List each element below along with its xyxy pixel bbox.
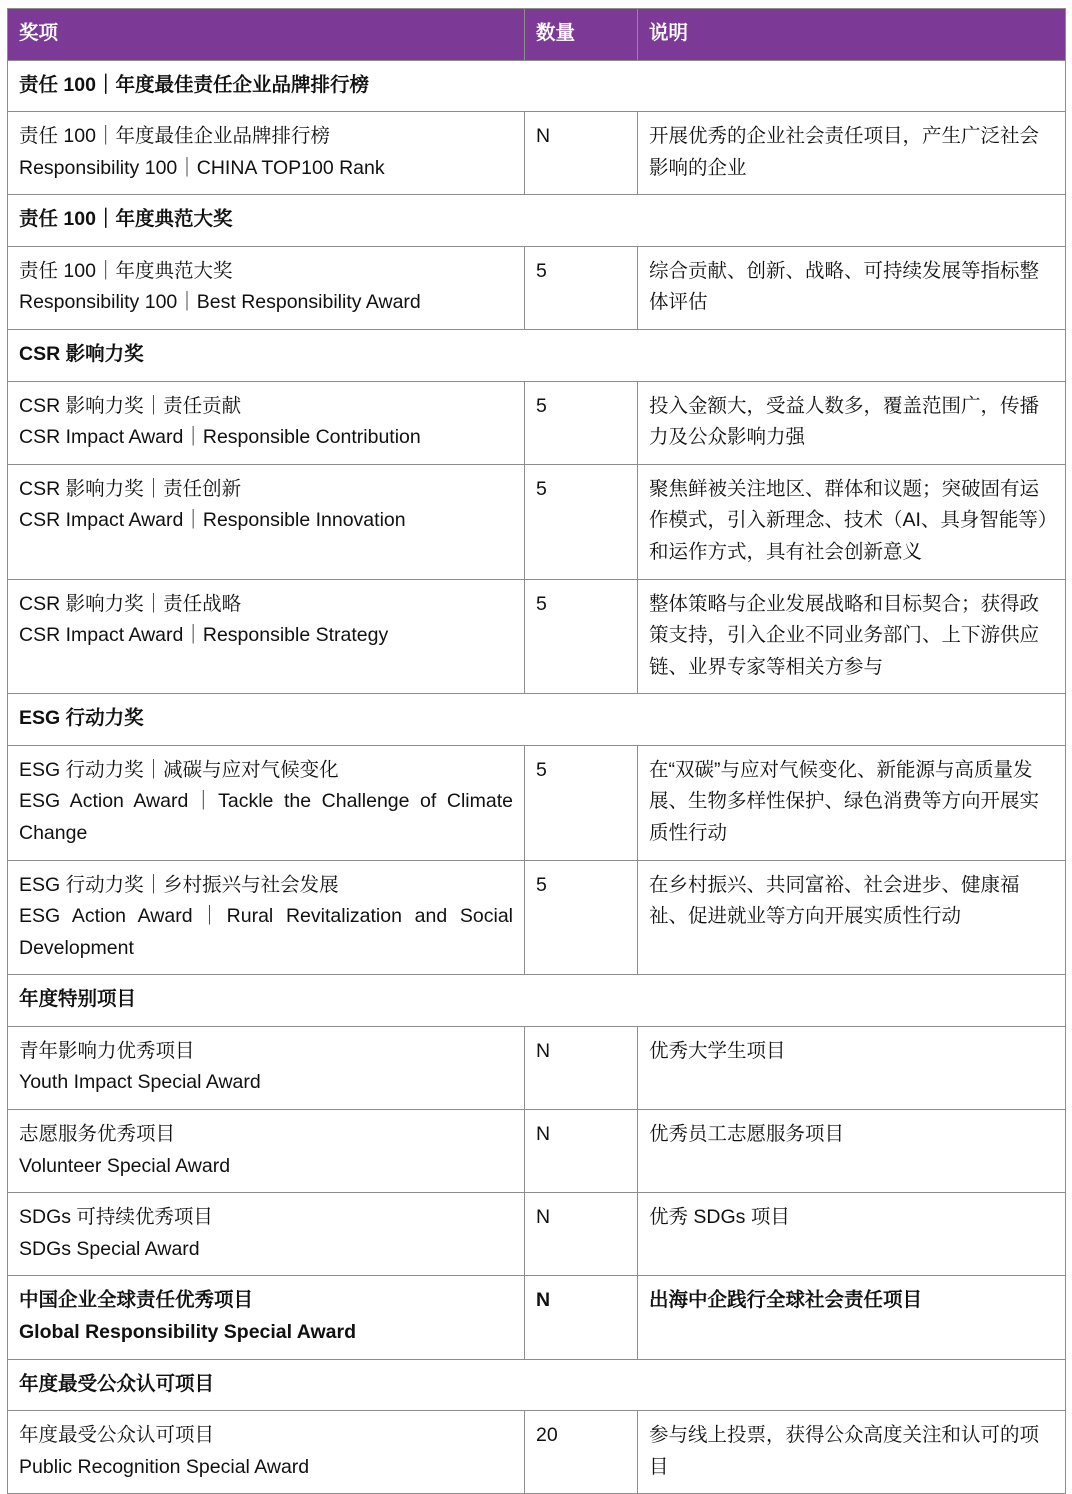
section-title: 年度特别项目 bbox=[8, 975, 1066, 1027]
description-cell: 优秀员工志愿服务项目 bbox=[638, 1110, 1066, 1193]
quantity-cell: N bbox=[525, 1110, 638, 1193]
description-cell: 优秀大学生项目 bbox=[638, 1026, 1066, 1109]
award-name-en: ESG Action Award｜Rural Revitalization and Social Development bbox=[19, 905, 513, 959]
award-name-en: CSR Impact Award｜Responsible Innovation bbox=[19, 509, 406, 532]
award-name-cell bbox=[8, 112, 525, 195]
table-row bbox=[8, 1110, 1066, 1193]
award-name-cell bbox=[8, 745, 525, 860]
award-name-en: Global Responsibility Special Award bbox=[19, 1320, 357, 1343]
column-header-description: 说明 bbox=[638, 9, 1066, 61]
award-name-cell bbox=[8, 464, 525, 579]
table-row bbox=[8, 1411, 1066, 1494]
table-row bbox=[8, 1276, 1066, 1359]
table-section-row bbox=[8, 330, 1066, 382]
award-name-cn: ESG 行动力奖｜乡村振兴与社会发展 bbox=[19, 873, 339, 896]
quantity-cell: 5 bbox=[525, 381, 638, 464]
table-row bbox=[8, 112, 1066, 195]
award-name-cell bbox=[8, 381, 525, 464]
table-row bbox=[8, 579, 1066, 694]
column-header-award: 奖项 bbox=[8, 9, 525, 61]
table-section-row bbox=[8, 1359, 1066, 1411]
table-section-row bbox=[8, 60, 1066, 112]
table-row bbox=[8, 464, 1066, 579]
table-section-row bbox=[8, 195, 1066, 247]
award-name-en: CSR Impact Award｜Responsible Strategy bbox=[19, 624, 389, 647]
quantity-cell: 20 bbox=[525, 1411, 638, 1494]
quantity-cell: 5 bbox=[525, 464, 638, 579]
quantity-cell: 5 bbox=[525, 860, 638, 975]
quantity-cell: 5 bbox=[525, 246, 638, 329]
table-row bbox=[8, 860, 1066, 975]
description-cell: 在乡村振兴、共同富裕、社会进步、健康福祉、促进就业等方向开展实质性行动 bbox=[638, 860, 1066, 975]
column-header-quantity: 数量 bbox=[525, 9, 638, 61]
description-cell: 参与线上投票，获得公众高度关注和认可的项目 bbox=[638, 1411, 1066, 1494]
award-name-cell bbox=[8, 1193, 525, 1276]
award-name-cell bbox=[8, 579, 525, 694]
quantity-cell: 5 bbox=[525, 579, 638, 694]
award-name-cn: 志愿服务优秀项目 bbox=[19, 1123, 176, 1146]
award-name-cn: 年度最受公众认可项目 bbox=[19, 1424, 215, 1447]
award-name-en: Responsibility 100｜CHINA TOP100 Rank bbox=[19, 156, 385, 179]
table-body bbox=[8, 60, 1066, 1494]
table-row bbox=[8, 246, 1066, 329]
award-name-en: CSR Impact Award｜Responsible Contribution bbox=[19, 426, 421, 449]
table-row bbox=[8, 745, 1066, 860]
award-name-cell bbox=[8, 1411, 525, 1494]
award-name-cell bbox=[8, 1276, 525, 1359]
table-section-row bbox=[8, 694, 1066, 746]
description-cell: 综合贡献、创新、战略、可持续发展等指标整体评估 bbox=[638, 246, 1066, 329]
award-name-en: Responsibility 100｜Best Responsibility Award bbox=[19, 291, 421, 314]
description-cell: 在“双碳”与应对气候变化、新能源与高质量发展、生物多样性保护、绿色消费等方向开展实质性行动 bbox=[638, 745, 1066, 860]
award-name-cn: SDGs 可持续优秀项目 bbox=[19, 1206, 213, 1229]
table-row bbox=[8, 1193, 1066, 1276]
award-name-en: ESG Action Award｜Tackle the Challenge of Climate Change bbox=[19, 790, 513, 844]
award-name-cell bbox=[8, 1110, 525, 1193]
table-row bbox=[8, 1026, 1066, 1109]
description-cell: 优秀 SDGs 项目 bbox=[638, 1193, 1066, 1276]
description-cell: 聚焦鲜被关注地区、群体和议题；突破固有运作模式，引入新理念、技术（AI、具身智能等）和运作方式，具有社会创新意义 bbox=[638, 464, 1066, 579]
award-name-en: Youth Impact Special Award bbox=[19, 1071, 261, 1094]
award-name-cell bbox=[8, 860, 525, 975]
award-name-cn: ESG 行动力奖｜减碳与应对气候变化 bbox=[19, 758, 339, 781]
award-name-cn: CSR 影响力奖｜责任创新 bbox=[19, 477, 242, 500]
table-header-row bbox=[8, 9, 1066, 61]
award-name-cell bbox=[8, 1026, 525, 1109]
section-title: 责任 100｜年度典范大奖 bbox=[8, 195, 1066, 247]
section-title: CSR 影响力奖 bbox=[8, 330, 1066, 382]
description-cell: 出海中企践行全球社会责任项目 bbox=[638, 1276, 1066, 1359]
table-section-row bbox=[8, 975, 1066, 1027]
award-name-cn: 中国企业全球责任优秀项目 bbox=[19, 1289, 254, 1312]
description-cell: 开展优秀的企业社会责任项目，产生广泛社会影响的企业 bbox=[638, 112, 1066, 195]
quantity-cell: N bbox=[525, 1193, 638, 1276]
description-cell: 整体策略与企业发展战略和目标契合；获得政策支持，引入企业不同业务部门、上下游供应链、业界专家等相关方参与 bbox=[638, 579, 1066, 694]
award-name-cell bbox=[8, 246, 525, 329]
table-row bbox=[8, 381, 1066, 464]
quantity-cell: 5 bbox=[525, 745, 638, 860]
award-name-cn: 责任 100｜年度最佳企业品牌排行榜 bbox=[19, 125, 330, 148]
award-name-en: SDGs Special Award bbox=[19, 1237, 200, 1260]
quantity-cell: N bbox=[525, 1026, 638, 1109]
award-name-cn: CSR 影响力奖｜责任战略 bbox=[19, 592, 242, 615]
award-name-en: Volunteer Special Award bbox=[19, 1154, 231, 1177]
quantity-cell: N bbox=[525, 112, 638, 195]
award-name-cn: 青年影响力优秀项目 bbox=[19, 1039, 195, 1062]
awards-table bbox=[7, 8, 1066, 1494]
award-name-en: Public Recognition Special Award bbox=[19, 1455, 310, 1478]
section-title: 责任 100｜年度最佳责任企业品牌排行榜 bbox=[8, 60, 1066, 112]
description-cell: 投入金额大，受益人数多，覆盖范围广，传播力及公众影响力强 bbox=[638, 381, 1066, 464]
section-title: ESG 行动力奖 bbox=[8, 694, 1066, 746]
quantity-cell: N bbox=[525, 1276, 638, 1359]
award-name-cn: CSR 影响力奖｜责任贡献 bbox=[19, 394, 242, 417]
section-title: 年度最受公众认可项目 bbox=[8, 1359, 1066, 1411]
award-name-cn: 责任 100｜年度典范大奖 bbox=[19, 259, 233, 282]
table-header bbox=[8, 9, 1066, 61]
